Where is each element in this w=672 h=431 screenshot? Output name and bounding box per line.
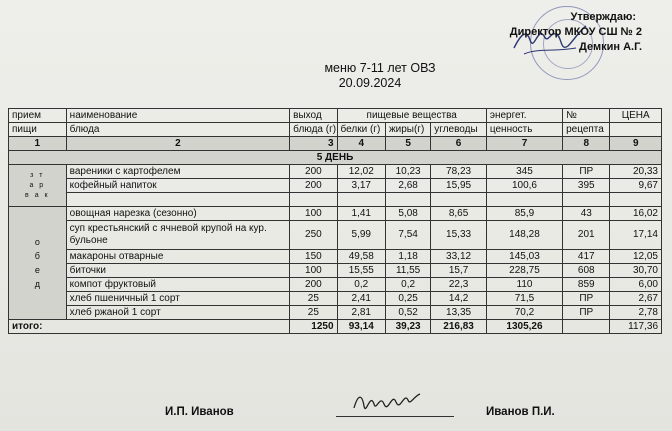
bottom-signature	[350, 388, 440, 416]
header-meal: прием	[9, 109, 67, 123]
dish-output: 25	[290, 292, 337, 306]
dish-protein: 2,81	[337, 306, 385, 320]
header-energy-2: ценность	[486, 123, 562, 137]
total-recipe	[563, 320, 610, 334]
dish-fat: 7,54	[385, 221, 430, 250]
dish-price: 2,67	[610, 292, 662, 306]
breakfast-label-line: з т	[30, 171, 45, 179]
dish-carb: 15,7	[431, 264, 487, 278]
table-row	[9, 292, 662, 306]
header-protein: белки (г)	[337, 123, 385, 137]
dish-protein: 0,2	[337, 278, 385, 292]
dish-price: 9,67	[610, 179, 662, 193]
col-num: 9	[610, 137, 662, 151]
signature-line	[336, 416, 454, 417]
breakfast-label	[9, 165, 67, 207]
dish-recipe: ПР	[563, 306, 610, 320]
total-carb: 216,83	[431, 320, 487, 334]
dish-recipe: 395	[563, 179, 610, 193]
dish-output: 100	[290, 264, 337, 278]
breakfast-label-line: в а к	[25, 191, 50, 199]
dish-protein: 15,55	[337, 264, 385, 278]
table-row	[9, 221, 662, 250]
dish-protein: 1,41	[337, 207, 385, 221]
header-name-2: блюда	[66, 123, 290, 137]
dish-name: хлеб пшеничный 1 сорт	[66, 292, 290, 306]
dish-fat: 5,08	[385, 207, 430, 221]
dish-recipe: 608	[563, 264, 610, 278]
menu-date: 20.09.2024	[338, 76, 402, 90]
header-name: наименование	[66, 109, 290, 123]
dish-carb: 22,3	[431, 278, 487, 292]
dish-recipe: ПР	[563, 292, 610, 306]
header-fat: жиры(г)	[385, 123, 430, 137]
dish-carb: 15,33	[431, 221, 487, 250]
dish-energy: 228,75	[486, 264, 562, 278]
col-num: 1	[9, 137, 67, 151]
col-num: 2	[66, 137, 290, 151]
total-row	[9, 320, 662, 334]
table-row	[9, 278, 662, 292]
dish-carb: 33,12	[431, 250, 487, 264]
signature-left-name: И.П. Иванов	[165, 406, 234, 418]
table-row	[9, 306, 662, 320]
dish-recipe: 43	[563, 207, 610, 221]
day-label: 5 ДЕНЬ	[9, 151, 662, 165]
dish-price: 17,14	[610, 221, 662, 250]
dish-fat: 0,25	[385, 292, 430, 306]
dish-price: 12,05	[610, 250, 662, 264]
col-num: 3	[290, 137, 337, 151]
total-protein: 93,14	[337, 320, 385, 334]
menu-table	[8, 108, 662, 334]
dish-protein: 5,99	[337, 221, 385, 250]
dish-fat: 11,55	[385, 264, 430, 278]
dish-output: 25	[290, 306, 337, 320]
table-row	[9, 207, 662, 221]
dish-fat: 0,52	[385, 306, 430, 320]
lunch-label-line: о	[34, 237, 40, 247]
dish-recipe: 417	[563, 250, 610, 264]
header-recipe: рецепта	[563, 123, 610, 137]
col-num: 5	[385, 137, 430, 151]
lunch-label	[9, 207, 67, 320]
header-row-1	[9, 109, 662, 123]
table-row	[9, 179, 662, 193]
dish-output: 250	[290, 221, 337, 250]
total-energy: 1305,26	[486, 320, 562, 334]
table-row	[9, 165, 662, 179]
col-num: 7	[486, 137, 562, 151]
dish-energy: 100,6	[486, 179, 562, 193]
signature-right-name: Иванов П.И.	[486, 406, 555, 418]
breakfast-label-line: а р	[29, 181, 46, 189]
dish-carb: 78,23	[431, 165, 487, 179]
total-price: 117,36	[610, 320, 662, 334]
table-row	[9, 250, 662, 264]
dish-energy: 148,28	[486, 221, 562, 250]
total-label: итого:	[9, 320, 290, 334]
table-row	[9, 264, 662, 278]
dish-recipe: 859	[563, 278, 610, 292]
col-num: 4	[337, 137, 385, 151]
menu-title: меню 7-11 лет ОВЗ	[324, 61, 436, 75]
day-row	[9, 151, 662, 165]
header-recipe-no: №	[563, 109, 610, 123]
header-row-2	[9, 123, 662, 137]
header-nutrients: пищевые вещества	[337, 109, 486, 123]
dish-price: 20,33	[610, 165, 662, 179]
dish-name: кофейный напиток	[66, 179, 290, 193]
dish-energy: 145,03	[486, 250, 562, 264]
column-number-row	[9, 137, 662, 151]
table-row-empty	[9, 193, 662, 207]
dish-carb: 14,2	[431, 292, 487, 306]
col-num: 8	[563, 137, 610, 151]
approval-block	[510, 10, 642, 55]
dish-protein: 49,58	[337, 250, 385, 264]
dish-price: 2,78	[610, 306, 662, 320]
dish-output: 200	[290, 165, 337, 179]
dish-carb: 15,95	[431, 179, 487, 193]
lunch-label-line: б	[34, 251, 40, 261]
total-fat: 39,23	[385, 320, 430, 334]
header-price-2	[610, 123, 662, 137]
dish-protein: 2,41	[337, 292, 385, 306]
dish-carb: 13,35	[431, 306, 487, 320]
dish-name: компот фруктовый	[66, 278, 290, 292]
dish-recipe: ПР	[563, 165, 610, 179]
dish-name: макароны отварные	[66, 250, 290, 264]
dish-price: 16,02	[610, 207, 662, 221]
dish-fat: 1,18	[385, 250, 430, 264]
dish-output: 200	[290, 278, 337, 292]
dish-energy: 71,5	[486, 292, 562, 306]
dish-output: 150	[290, 250, 337, 264]
dish-name: вареники с картофелем	[66, 165, 290, 179]
header-meal-2: пищи	[9, 123, 67, 137]
approval-director: Директор МКОУ СШ № 2	[509, 26, 642, 38]
dish-name: суп крестьянский с ячневой крупой на кур. бульоне	[66, 221, 290, 250]
lunch-label-line: д	[34, 279, 40, 289]
dish-carb: 8,65	[431, 207, 487, 221]
dish-name: овощная нарезка (сезонно)	[66, 207, 290, 221]
lunch-label-line: е	[34, 265, 40, 275]
approval-name: Демкин А.Г.	[579, 41, 642, 53]
dish-protein: 12,02	[337, 165, 385, 179]
dish-price: 6,00	[610, 278, 662, 292]
dish-output: 100	[290, 207, 337, 221]
dish-energy: 70,2	[486, 306, 562, 320]
dish-name: хлеб ржаной 1 сорт	[66, 306, 290, 320]
header-energy: энергет.	[486, 109, 562, 123]
header-price: ЦЕНА	[610, 109, 662, 123]
dish-fat: 10,23	[385, 165, 430, 179]
dish-energy: 85,9	[486, 207, 562, 221]
total-output: 1250	[290, 320, 337, 334]
header-carb: углеводы	[431, 123, 487, 137]
dish-fat: 2,68	[385, 179, 430, 193]
header-output-2: блюда (г)	[290, 123, 337, 137]
dish-name: биточки	[66, 264, 290, 278]
dish-price: 30,70	[610, 264, 662, 278]
dish-fat: 0,2	[385, 278, 430, 292]
dish-output: 200	[290, 179, 337, 193]
header-output: выход	[290, 109, 337, 123]
dish-protein: 3,17	[337, 179, 385, 193]
dish-energy: 110	[486, 278, 562, 292]
col-num: 6	[431, 137, 487, 151]
approval-heading: Утверждаю:	[570, 11, 636, 23]
dish-energy: 345	[486, 165, 562, 179]
dish-recipe: 201	[563, 221, 610, 250]
